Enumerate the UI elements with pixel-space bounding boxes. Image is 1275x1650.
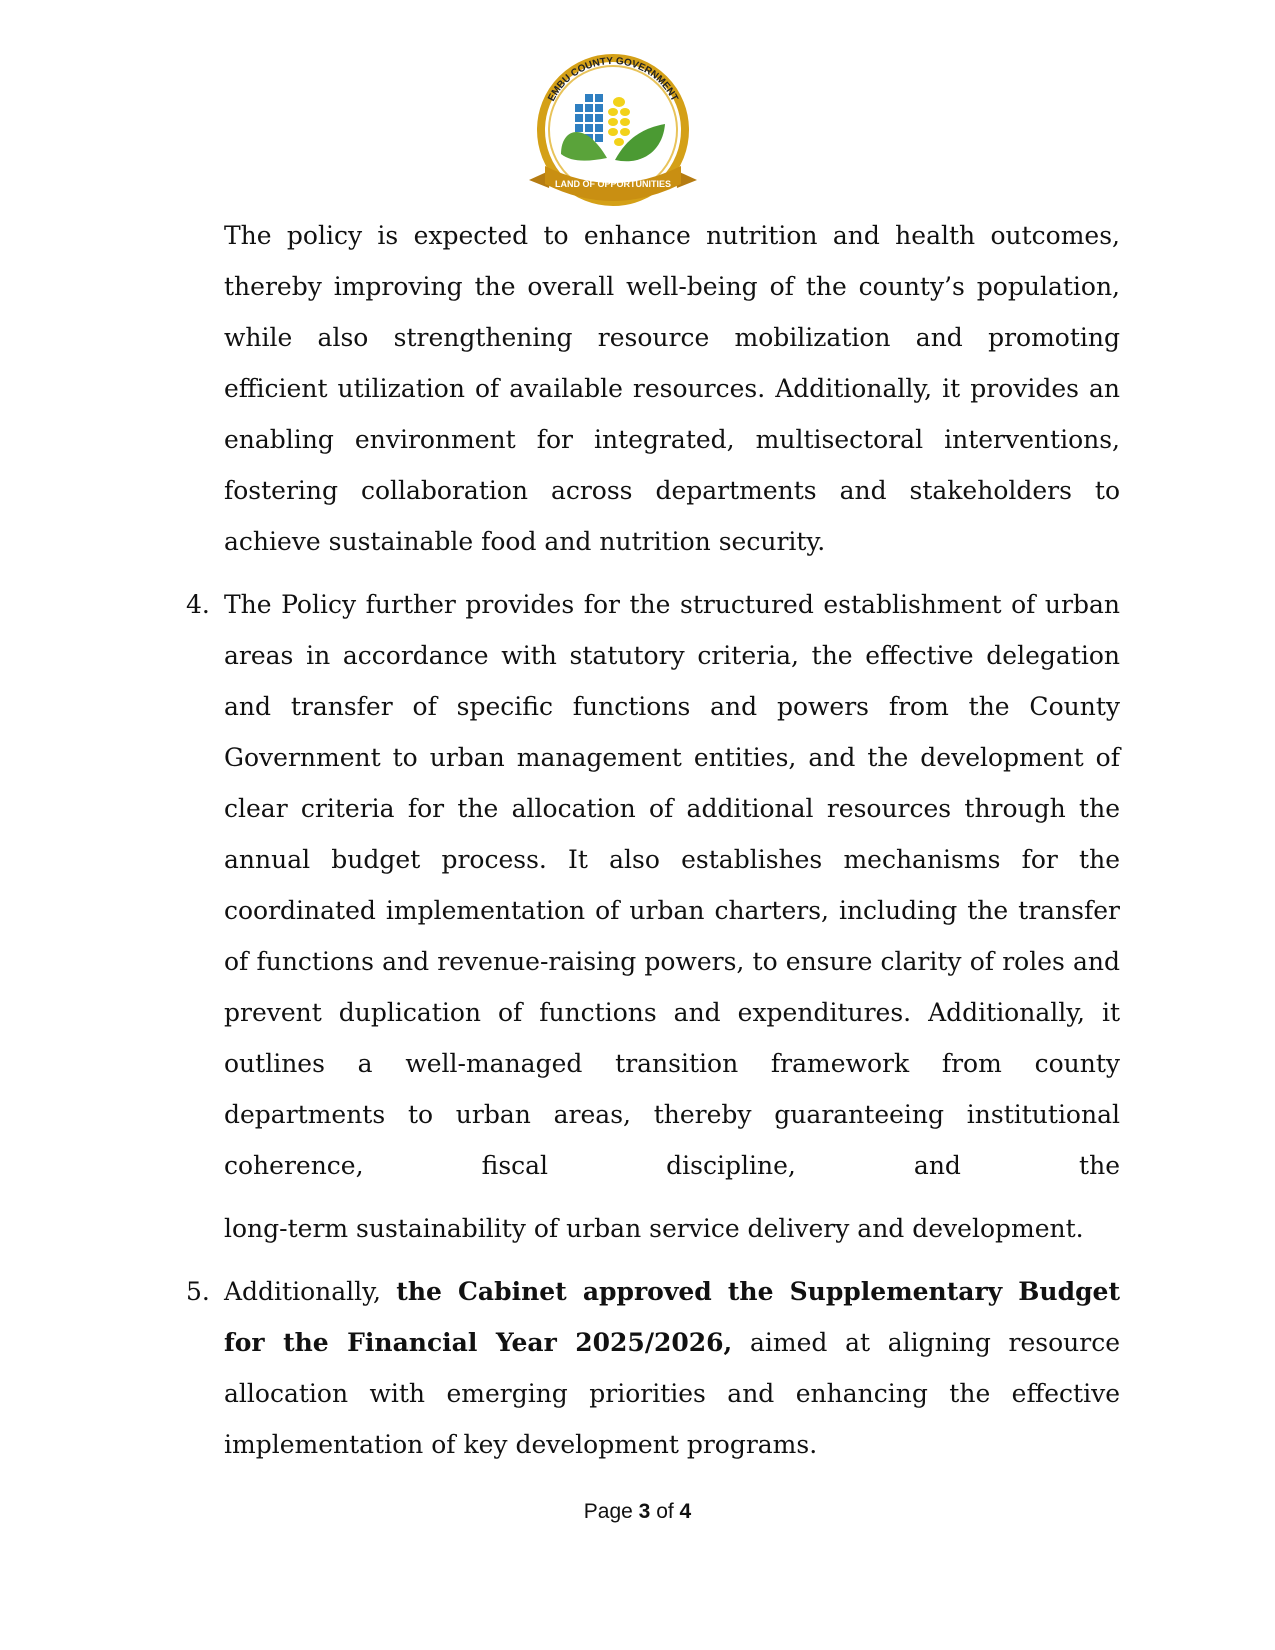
total-pages: 4 bbox=[679, 1500, 692, 1523]
logo-ribbon-text: LAND OF OPPORTUNITIES bbox=[554, 179, 672, 189]
page-number-footer bbox=[0, 1500, 1275, 1524]
list-item-5-rest: aimed at aligning resource allocation with emerging priorities and enhancing the effective implementation of key development programs. bbox=[224, 1328, 1121, 1459]
list-item-4 bbox=[186, 579, 1120, 1254]
list-item-number: 4. bbox=[186, 590, 210, 619]
list-item-5-text bbox=[224, 1266, 1120, 1470]
list-item-4-text-part2: long-term sustainability of urban service delivery and development. bbox=[224, 1214, 1084, 1243]
page-label: Page bbox=[583, 1500, 633, 1523]
current-page: 3 bbox=[638, 1500, 651, 1523]
county-emblem-icon bbox=[515, 50, 711, 210]
logo-top-text: EMBU COUNTY GOVERNMENT bbox=[546, 55, 680, 104]
list-item-4-text-part1: The Policy further provides for the structured establishment of urban areas in accordance with statutory criteria, the effective delegation and transfer of specific functions and powers from the County Government to urban management entities, and the development of clear criteria for the allocation of additional resources through the annual budget process. It also establishes mechanisms for the coordinated implementation of urban charters, including the transfer of functions and revenue-raising powers, to ensure clarity of roles and prevent duplication of functions and expenditures. Additionally, it outlines a well-managed transition framework from county departments to urban areas, thereby guaranteeing institutional coherence, fiscal discipline, and the bbox=[224, 590, 1120, 1180]
list-item-5 bbox=[186, 1266, 1121, 1470]
list-item-number: 5. bbox=[186, 1277, 210, 1306]
document-body bbox=[186, 210, 1121, 1470]
county-logo bbox=[515, 50, 711, 210]
of-label: of bbox=[656, 1500, 674, 1523]
list-item-5-lead: Additionally, bbox=[224, 1277, 397, 1306]
intro-paragraph: The policy is expected to enhance nutrition and health outcomes, thereby improving the overall well-being of the county’s population, while also strengthening resource mobilization and promoting efficient utilization of available resources. Additionally, it provides an enabling environment for integrated, multisectoral interventions, fostering collaboration across departments and stakeholders to achieve sustainable food and nutrition security. bbox=[224, 221, 1120, 556]
list-item-5-bold: the Cabinet approved the Supplementary Budget for the Financial Year 2025/2026, bbox=[224, 1277, 1121, 1357]
